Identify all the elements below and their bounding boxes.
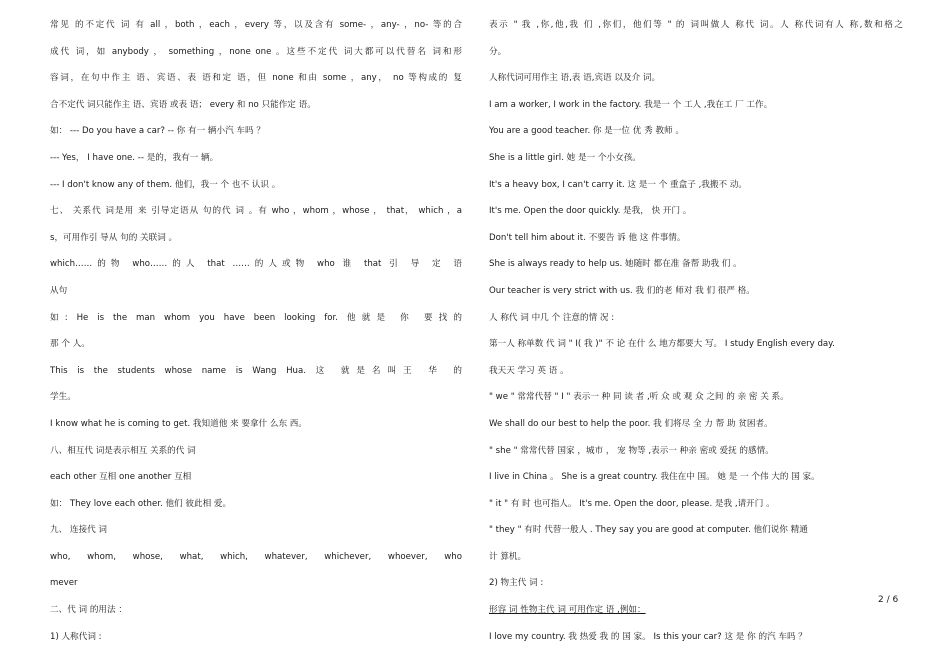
text-line: Our teacher is very strict with us. 我 们的老 师对 我 们 很严 格。 — [489, 285, 755, 296]
text-line: mever — [50, 578, 78, 589]
text-line: " we " 常常代替 " I " 表示一 种 同 读 者 ,听 众 或 观 众 之间 的 亲 密 关 系。 — [489, 392, 789, 403]
text-line: 那 个 人。 — [50, 339, 90, 350]
text-line: 表示 " 我 ,你,他,我 们 ,你们，他们等 " 的 词叫做人 称代 词。人 称代词有人 称,数和格之 — [489, 20, 903, 30]
text-line: 常见 的不定代 词 有 all ，both ，each ，every 等，以及含有 some- ，any- ，no- 等的合 — [50, 20, 462, 30]
text-line: 分。 — [489, 46, 507, 57]
text-line: --- Yes， I have one. -- 是的，我有一 辆。 — [50, 152, 219, 163]
text-line: 第一人 称单数 代 词 " I( 我 )" 不 论 在什 么 地方都要大 写。 I study English every day. — [489, 339, 835, 350]
page-number: 2 / 6 — [878, 595, 899, 605]
text-line: 人称代词可用作主 语,表 语,宾语 以及介 词。 — [489, 73, 661, 84]
text-line: 计 算机。 — [489, 551, 527, 562]
text-line: I know what he is coming to get. 我知道他 来 要拿什 么东 西。 — [50, 418, 307, 429]
text-line: 学生。 — [50, 392, 76, 403]
text-line: 2) 物主代 词 : — [489, 578, 544, 589]
text-line: 容词，在句中作主 语、宾语、表 语和定 语，但 none 和由 some ，any， no 等构成的 复 — [50, 73, 462, 84]
text-line: It's me. Open the door quickly. 是我， 快 开门 。 — [489, 206, 692, 217]
text-line: --- I don't know any of them. 他们，我一 个 也不 认识 。 — [50, 179, 281, 190]
text-line: I am a worker, I work in the factory. 我是一 个 工人 ,我在工 厂 工作。 — [489, 99, 773, 110]
text-line: This is the students whose name is Wang Hua. 这 就是名叫王 华 的 — [50, 365, 462, 376]
text-line: s，可用作引 导从 句的 关联词 。 — [50, 232, 178, 243]
text-line: 人 称代 词 中几 个 注意的情 况 : — [489, 312, 615, 323]
left-column — [50, 18, 462, 656]
text-line: She is always ready to help us. 她随时 都在准 备帮 助我 们 。 — [489, 259, 742, 270]
text-line: 合不定代 词只能作主 语、宾语 或表 语； every 和 no 只能作定 语。 — [50, 99, 316, 110]
text-line: 从句 — [50, 285, 68, 296]
text-line: " she " 常常代替 国家 ，城市 ， 宠 物等 ,表示一 种亲 密或 爱抚 的感情。 — [489, 445, 774, 456]
text-line: " it " 有 时 也可指人。 It's me. Open the door, please. 是我 ,请开门 。 — [489, 498, 775, 509]
text-line: 如: He is the man whom you have been looking for. 他就是 你 要找的 — [50, 312, 462, 323]
text-line: " they " 有时 代替一般人 . They say you are good at computer. 他们说你 精通 — [489, 525, 808, 536]
right-column — [489, 18, 903, 656]
text-line: 成代 词，如 anybody ， something ，none one 。这些不定代 词大都可以代替名 词和形 — [50, 46, 462, 57]
text-line: who, whom, whose, what, which, whatever, whichever, whoever, who — [50, 551, 462, 562]
text-line: 八、相互代 词是表示相互 关系的代 词 — [50, 445, 196, 456]
text-line: 1) 人称代词 : — [50, 631, 102, 642]
text-line: We shall do our best to help the poor. 我 们将尽 全 力 帮 助 贫困者。 — [489, 418, 773, 429]
text-line: 我天天 学习 英 语 。 — [489, 365, 569, 376]
text-line: 二、代 词 的用法 ： — [50, 605, 127, 616]
text-line: She is a little girl. 她 是一 个小女孩。 — [489, 152, 641, 163]
text-line: It's a heavy box, I can't carry it. 这 是一 个 重盒子 ,我搬不 动。 — [489, 179, 748, 190]
text-line: 如： --- Do you have a car? -- 你 有一 辆小汽 车吗 ？ — [50, 126, 265, 137]
text-line: 九、 连接代 词 — [50, 525, 108, 536]
text-line: each other 互相 one another 互相 — [50, 472, 192, 483]
text-line: 七、 关系代 词是用 来 引导定语从 句的代 词 。有 who ，whom ，whose ， that， which ，a — [50, 206, 462, 217]
text-line: Don't tell him about it. 不要告 诉 他 这 件事情。 — [489, 232, 686, 243]
text-line: I love my country. 我 热爱 我 的 国 家。 Is this your car? 这 是 你 的汽 车吗 ？ — [489, 631, 807, 642]
text-line: which……的物 who……的人 that ……的人或物 who 谁 that 引 导 定 语 — [50, 259, 462, 270]
text-line: 如： They love each other. 他们 彼此相 爱。 — [50, 498, 232, 509]
text-line: You are a good teacher. 你 是一位 优 秀 教师 。 — [489, 126, 684, 137]
text-line: 形容 词 性物主代 词 可用作定 语 ,例如： — [489, 605, 646, 616]
text-line: I live in China 。 She is a great country. 我住在中 国。 她 是 一 个伟 大的 国 家。 — [489, 472, 820, 483]
